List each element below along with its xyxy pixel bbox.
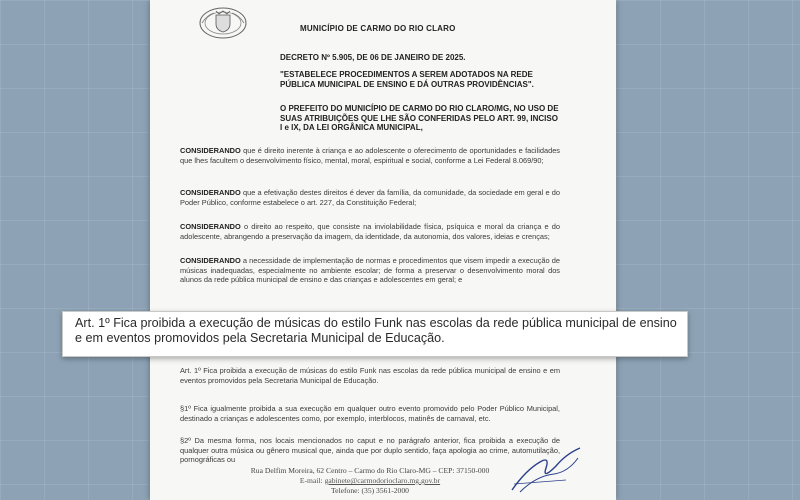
considerando-paragraph: CONSIDERANDO que a efetivação destes direitos é dever da família, da comunidade, da sociedade em geral e do Poder Público, conforme estabelece o art. 227, da Constituição Federal; xyxy=(180,188,560,207)
highlighted-article-callout: Art. 1º Fica proibida a execução de músicas do estilo Funk nas escolas da rede pública municipal de ensino e em eventos promovidos pela Secretaria Municipal de Educação. xyxy=(62,311,688,357)
considerando-paragraph: CONSIDERANDO a necessidade de implementação de normas e procedimentos que visem impedir a execução de músicas inadequadas, especialmente no ambiente escolar; de forma a preservar o desenvolvimento moral dos alunos da rede pública municipal de ensino e das crianças e adolescentes em geral; e xyxy=(180,256,560,285)
article-1: Art. 1º Fica proibida a execução de músicas do estilo Funk nas escolas da rede pública municipal de ensino e em eventos promovidos pela Secretaria Municipal de Educação. xyxy=(180,366,560,385)
considerando-paragraph: CONSIDERANDO o direito ao respeito, que consiste na inviolabilidade física, psíquica e moral da criança e do adolescente, abrangendo a preservação da imagem, da identidade, da autonomia, dos valores, ideias e crenças; xyxy=(180,222,560,241)
decree-number: DECRETO Nº 5.905, DE 06 DE JANEIRO DE 2025. xyxy=(280,53,466,62)
decree-ementa: "ESTABELECE PROCEDIMENTOS A SEREM ADOTADOS NA REDE PÚBLICA MUNICIPAL DE ENSINO E DÁ OUTRAS PROVIDÊNCIAS". xyxy=(280,70,534,89)
article-1-paragraph-1: §1º Fica igualmente proibida a sua execução em qualquer outro evento promovido pelo Poder Público Municipal, destinado a crianças e adolescentes como, por exemplo, interblocos, matinês de carnaval, etc. xyxy=(180,404,560,423)
mayor-preamble: O PREFEITO DO MUNICÍPIO DE CARMO DO RIO CLARO/MG, NO USO DE SUAS ATRIBUIÇÕES QUE LHE SÃO CONFERIDAS PELO ART. 99, INCISO I e IX, DA LEI ORGÂNICA MUNICIPAL, xyxy=(280,104,559,132)
article-1-paragraph-2: §2º Da mesma forma, nos locais mencionados no caput e no parágrafo anterior, fica proibida a execução de qualquer outra música ou gênero musical que, ainda que por duplo sentido, faça apologia ao crime, automutilação, pornográficas ou xyxy=(180,436,560,465)
considerando-paragraph: CONSIDERANDO que é direito inerente à criança e ao adolescente o oferecimento de oportunidades e facilidades que lhes facultem o desenvolvimento físico, mental, moral, espiritual e social, conforme a Lei Federal 8.069/90; xyxy=(180,146,560,165)
footer-email: E-mail: gabinete@carmodorioclaro.mg.gov.br xyxy=(299,476,441,485)
footer-phone: Telefone: (35) 3561-2000 xyxy=(331,486,409,495)
footer-address: Rua Delfim Moreira, 62 Centro – Carmo do Rio Claro-MG – CEP: 37150-000 xyxy=(250,466,490,475)
coat-of-arms-icon xyxy=(198,6,248,40)
municipality-title: MUNICÍPIO DE CARMO DO RIO CLARO xyxy=(300,24,456,33)
footer-email-link[interactable]: gabinete@carmodorioclaro.mg.gov.br xyxy=(324,476,441,485)
decree-document xyxy=(150,0,616,500)
signature-icon xyxy=(506,440,586,496)
